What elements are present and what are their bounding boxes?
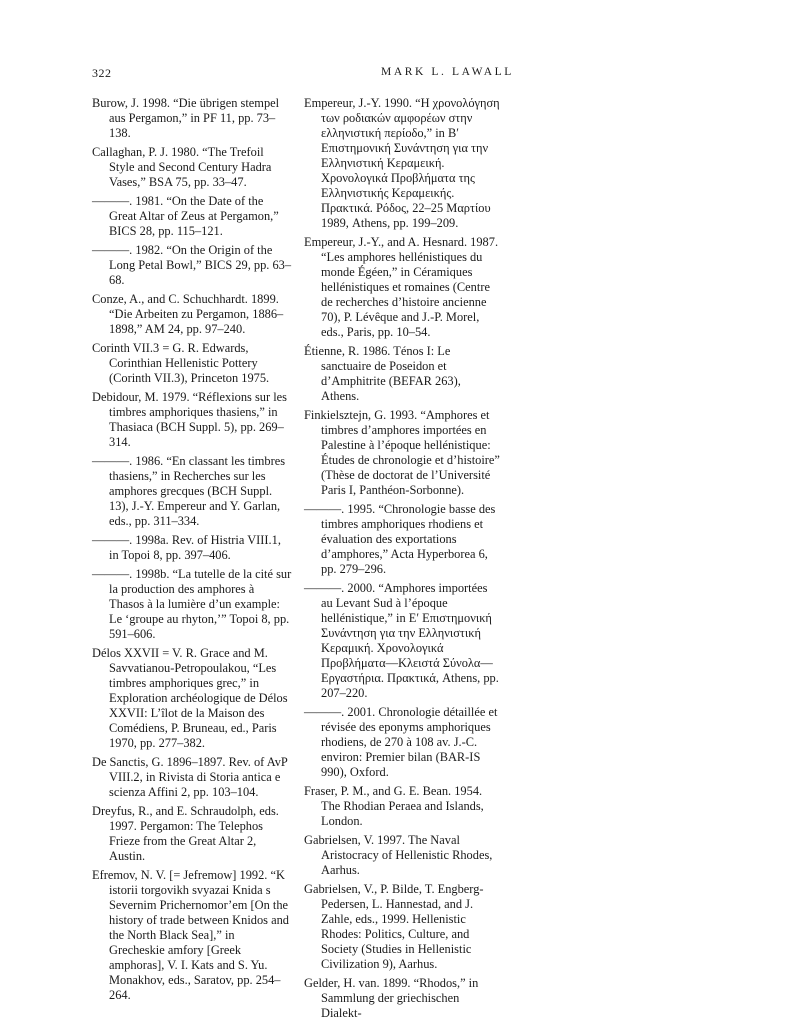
bib-entry: Dreyfus, R., and E. Schraudolph, eds. 1997. Pergamon: The Telephos Frieze from the Great Altar 2, Austin.	[92, 804, 279, 863]
bib-entry: ———. 1986. “En classant les timbres thasiens,” in Recherches sur les amphores grecques (BCH Suppl. 13), J.-Y. Empereur and Y. Garlan, eds., pp. 311–334.	[92, 454, 286, 528]
bib-entry: ———. 1998a. Rev. of Histria VIII.1, in Topoi 8, pp. 397–406.	[92, 533, 281, 562]
page-number: 322	[92, 66, 112, 80]
bib-entry: Gelder, H. van. 1899. “Rhodos,” in Sammlung der griechischen Dialekt-	[304, 976, 479, 1020]
bibliography-left-column	[92, 96, 292, 1007]
running-head: MARK L. LAWALL	[381, 66, 514, 78]
bib-entry: ———. 1982. “On the Origin of the Long Petal Bowl,” BICS 29, pp. 63–68.	[92, 243, 292, 287]
bib-entry: Corinth VII.3 = G. R. Edwards, Corinthian Hellenistic Pottery (Corinth VII.3), Princeton 1975.	[92, 341, 270, 385]
bibliography-right-column	[304, 96, 500, 1025]
bib-entry: ———. 1995. “Chronologie basse des timbres amphoriques rhodiens et évaluation des exportations d’amphores,” Acta Hyperborea 6, pp. 279–296.	[304, 502, 496, 576]
bib-entry: ———. 1998b. “La tutelle de la cité sur la production des amphores à Thasos à la lumière d’un example: Le ‘groupe au rhyton,’” Topoi 8, pp. 591–606.	[92, 567, 292, 641]
bib-entry: Délos XXVII = V. R. Grace and M. Savvatianou-Petropoulakou, “Les timbres amphoriques grec,” in Exploration archéologique de Délos XXVII: L’îlot de la Maison des Comédiens, P. Bruneau, ed., Paris 1970, pp. 277–382.	[92, 646, 288, 750]
bib-entry: Efremov, N. V. [= Jefremow] 1992. “K istorii torgovikh svyazai Knida s Severnim Prichernomor’em [On the history of trade between Knidos and the North Black Sea],” in Grecheskie amfory [Greek amphoras], V. I. Kats and S. Yu. Monakhov, eds., Saratov, pp. 254–264.	[92, 868, 289, 1002]
bib-entry: Finkielsztejn, G. 1993. “Amphores et timbres d’amphores importées en Palestine à l’époque hellénistique: Études de chronologie et d’histoire” (Thèse de doctorat de l’Université Paris I, Panthéon-Sorbonne).	[304, 408, 500, 497]
bib-entry: Empereur, J.-Y. 1990. “Η χρονολόγηση των ροδιακών αμφορέων στην ελληνιστική περίοδο,” in Β′ Επιστημονική Συνάντηση για την Ελληνιστική Κεραμεική. Χρονολογικά Προβλήματα της Ελληνιστικής Κεραμεικής. Πρακτικά. Ρόδος, 22–25 Μαρτίου 1989, Athens, pp. 199–209.	[304, 96, 500, 230]
bib-entry: ———. 2001. Chronologie détaillée et révisée des eponyms amphoriques rhodiens, de 270 à 108 av. J.-C. environ: Premier bilan (BAR-IS 990), Oxford.	[304, 705, 498, 779]
bib-entry: Fraser, P. M., and G. E. Bean. 1954. The Rhodian Peraea and Islands, London.	[304, 784, 484, 828]
bib-entry: Burow, J. 1998. “Die übrigen stempel aus Pergamon,” in PF 11, pp. 73–138.	[92, 96, 280, 140]
bib-entry: Gabrielsen, V., P. Bilde, T. Engberg-Pedersen, L. Hannestad, and J. Zahle, eds., 1999. Hellenistic Rhodes: Politics, Culture, and Society (Studies in Hellenistic Civilization 9), Aarhus.	[304, 882, 484, 971]
bib-entry: Callaghan, P. J. 1980. “The Trefoil Style and Second Century Hadra Vases,” BSA 75, pp. 33–47.	[92, 145, 272, 189]
bib-entry: Étienne, R. 1986. Ténos I: Le sanctuaire de Poseidon et d’Amphitrite (BEFAR 263), Athens.	[304, 344, 461, 403]
bib-entry: Conze, A., and C. Schuchhardt. 1899. “Die Arbeiten zu Pergamon, 1886–1898,” AM 24, pp. 97–240.	[92, 292, 284, 336]
bib-entry: De Sanctis, G. 1896–1897. Rev. of AvP VIII.2, in Rivista di Storia antica e scienza Affini 2, pp. 103–104.	[92, 755, 288, 799]
bib-entry: Gabrielsen, V. 1997. The Naval Aristocracy of Hellenistic Rhodes, Aarhus.	[304, 833, 493, 877]
bib-entry: ———. 2000. “Amphores importées au Levant Sud à l’époque hellénistique,” in Ε′ Επιστημονική Συνάντηση για την Ελληνιστική Κεραμική. Χρονολογικά Προβλήματα—Κλειστά Σύνολα—Εργαστήρια. Πρακτικά, Athens, pp. 207–220.	[304, 581, 499, 700]
bib-entry: Debidour, M. 1979. “Réflexions sur les timbres amphoriques thasiens,” in Thasiaca (BCH Suppl. 5), pp. 269–314.	[92, 390, 287, 449]
bib-entry: Empereur, J.-Y., and A. Hesnard. 1987. “Les amphores hellénistiques du monde Égéen,” in Céramiques hellénistiques et romaines (Centre de recherches d’histoire ancienne 70), P. Lévêque and J.-P. Morel, eds., Paris, pp. 10–54.	[304, 235, 499, 339]
bib-entry: ———. 1981. “On the Date of the Great Altar of Zeus at Pergamon,” BICS 28, pp. 115–121.	[92, 194, 279, 238]
